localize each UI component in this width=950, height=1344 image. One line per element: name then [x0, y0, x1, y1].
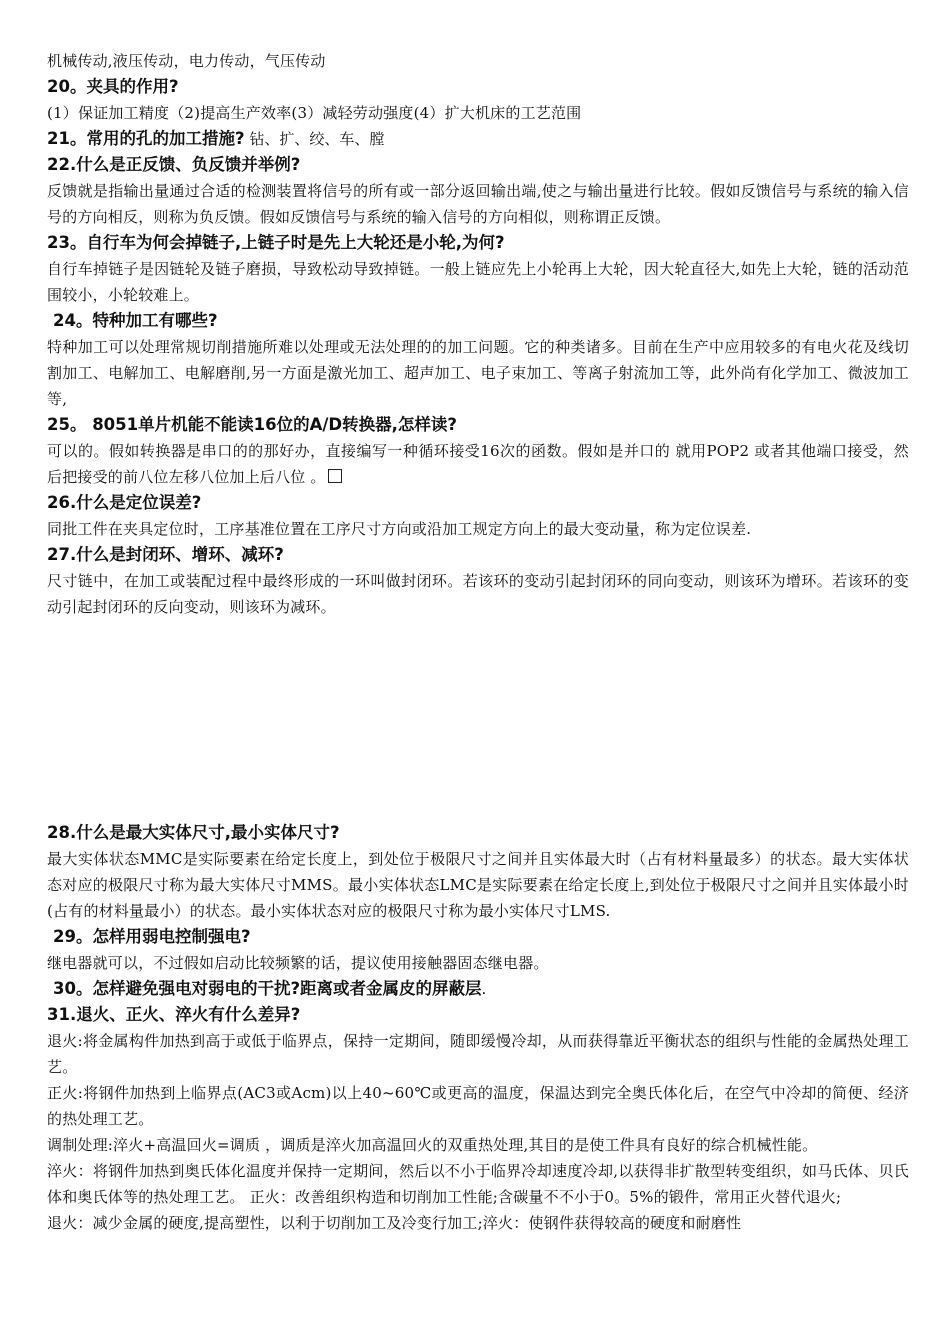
question-31: 31.退火、正火、淬火有什么差异? [47, 1005, 301, 1024]
answer-27: 尺寸链中，在加工或装配过程中最终形成的一环叫做封闭环。若该环的变动引起封闭环的同向变动，则该环为增环。若该环的变动引起封闭环的反向变动，则该环为减环。 [47, 572, 909, 616]
answer-22: 反馈就是指输出量通过合适的检测装置将信号的所有或一部分返回输出端,使之与输出量进行比较。假如反馈信号与系统的输入信号的方向相反，则称为负反馈。假如反馈信号与系统的输入信号的方向相似，则称谓正反馈。 [47, 182, 909, 226]
question-28: 28.什么是最大实体尺寸,最小实体尺寸? [47, 823, 340, 842]
answer-31-summary: 退火：减少金属的硬度,提高塑性，以利于切削加工及冷变行加工;淬火：使钢件获得较高的硬度和耐磨性 [47, 1214, 742, 1232]
answer-29: 继电器就可以，不过假如启动比较频繁的话，提议使用接触器固态继电器。 [47, 954, 549, 972]
top-line: 机械传动,液压传动，电力传动，气压传动 [47, 52, 326, 70]
answer-21: 钻、扩、绞、车、膛 [244, 130, 385, 148]
question-21-text: 21。常用的孔的加工措施? [47, 129, 245, 148]
answer-23: 自行车掉链子是因链轮及链子磨损，导致松动导致掉链。一般上链应先上小轮再上大轮，因大轮直径大,如先上大轮，链的活动范围较小，小轮较难上。 [47, 260, 909, 304]
answer-25 [47, 438, 909, 490]
answer-31-normalizing: 正火:将钢件加热到上临界点(AC3或Acm)以上40~60℃或更高的温度，保温达到完全奥氏体化后，在空气中冷却的简便、经济的热处理工艺。 [47, 1084, 909, 1128]
question-30-tail: 距离或者金属皮的屏蔽层 [300, 979, 482, 998]
question-29: 29。怎样用弱电控制强电? [53, 927, 251, 946]
checkbox-icon [328, 469, 342, 483]
lower-section [47, 820, 909, 1236]
answer-20: (1）保证加工精度（2)提高生产效率(3）减轻劳动强度(4）扩大机床的工艺范围 [47, 104, 582, 122]
question-21 [47, 126, 909, 152]
question-23: 23。自行车为何会掉链子,上链子时是先上大轮还是小轮,为何? [47, 233, 505, 252]
question-25: 25。 8051单片机能不能读16位的A/D转换器,怎样读? [47, 415, 457, 434]
answer-31-annealing: 退火:将金属构件加热到高于或低于临界点，保持一定期间，随即缓慢冷却，从而获得靠近平衡状态的组织与性能的金属热处理工艺。 [47, 1032, 909, 1076]
question-20: 20。夹具的作用? [47, 77, 179, 96]
answer-26: 同批工件在夹具定位时，工序基准位置在工序尺寸方向或沿加工规定方向上的最大变动量，称为定位误差. [47, 520, 752, 538]
answer-31-tempering: 调制处理:淬火+高温回火=调质 ，调质是淬火加高温回火的双重热处理,其目的是使工件具有良好的综合机械性能。 [47, 1136, 818, 1154]
question-30-text: 30。怎样避免强电对弱电的干扰? [53, 979, 301, 998]
question-26: 26.什么是定位误差? [47, 493, 202, 512]
question-22: 22.什么是正反馈、负反馈并举例? [47, 155, 301, 174]
upper-section [47, 48, 909, 620]
answer-24: 特种加工可以处理常规切削措施所难以处理或无法处理的的加工问题。它的种类诸多。目前在生产中应用较多的有电火花及线切割加工、电解加工、电解磨削,另一方面是激光加工、超声加工、电子束加工、等离子射流加工等，此外尚有化学加工、微波加工等, [47, 338, 909, 408]
question-27: 27.什么是封闭环、增环、减环? [47, 545, 284, 564]
question-24: 24。特种加工有哪些? [53, 311, 218, 330]
answer-30: . [481, 980, 487, 998]
answer-25-text: 可以的。假如转换器是串口的的那好办，直接编写一种循环接受16次的函数。假如是并口的 就用POP2 或者其他端口接受，然后把接受的前八位左移八位加上后八位 。 [47, 442, 909, 486]
answer-31-quenching: 淬火：将钢件加热到奥氏体化温度并保持一定期间，然后以不小于临界冷却速度冷却,以获得非扩散型转变组织，如马氏体、贝氏体和奥氏体等的热处理工艺。 正火：改善组织构造和切削加工性能;含碳量不不小于0。5%的锻件，常用正火替代退火; [47, 1162, 909, 1206]
answer-28: 最大实体状态MMC是实际要素在给定长度上，到处位于极限尺寸之间并且实体最大时（占有材料量最多）的状态。最大实体状态对应的极限尺寸称为最大实体尺寸MMS。最小实体状态LMC是实际要素在给定长度上,到处位于极限尺寸之间并且实体最小时(占有的材料量最小）的状态。最小实体状态对应的极限尺寸称为最小实体尺寸LMS. [47, 850, 909, 920]
question-30 [47, 976, 909, 1002]
